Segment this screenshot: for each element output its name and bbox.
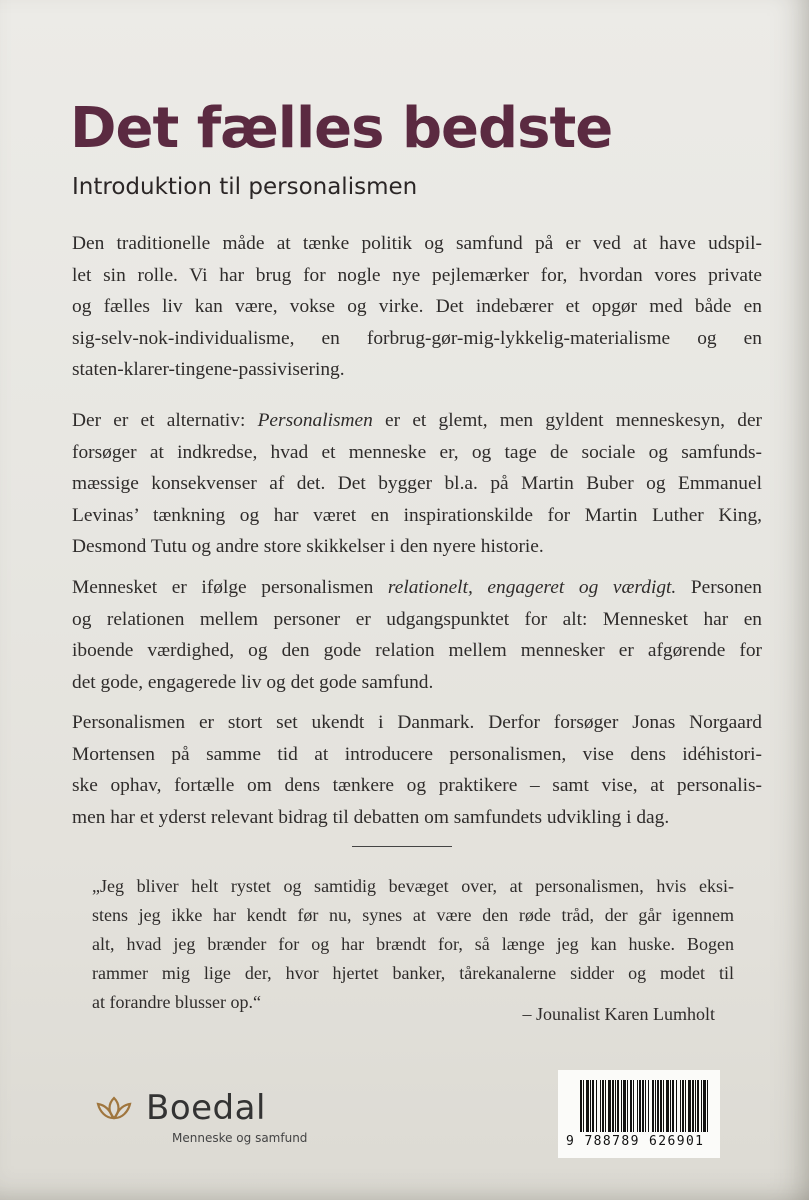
barcode-bar <box>695 1080 696 1132</box>
barcode-bar <box>697 1080 699 1132</box>
barcode-bar <box>639 1080 641 1132</box>
barcode-bar <box>703 1080 706 1132</box>
barcode-bar <box>590 1080 591 1132</box>
barcode-bar <box>648 1080 649 1132</box>
quote-line: stens jeg ikke har kendt før nu, synes at være den røde tråd, der går igennem <box>92 905 734 925</box>
barcode-bar <box>592 1080 594 1132</box>
paragraph-line: og relationen mellem personer er udgangspunktet for alt: Mennesket har en <box>72 608 762 630</box>
barcode-bar <box>586 1080 589 1132</box>
barcode-bar <box>652 1080 654 1132</box>
paragraph-line: Personalismen er stort set ukendt i Danmark. Derfor forsøger Jonas Norgaard <box>72 712 762 733</box>
divider-line <box>352 846 452 847</box>
paragraph-line: Den traditionelle måde at tænke politik og samfund på er ved at have udspil- <box>72 233 762 254</box>
barcode-bar <box>627 1080 628 1132</box>
quote-line: alt, hvad jeg brænder for og har brændt for, så længe jeg kan huske. Bogen <box>92 934 734 954</box>
isbn-number: 9 788789 626901 <box>566 1134 705 1149</box>
barcode-bar <box>660 1080 662 1132</box>
blurb-paragraph-1 <box>72 228 762 386</box>
barcode-label <box>558 1070 720 1158</box>
quote-line: „Jeg bliver helt rystet og samtidig bevæget over, at personalismen, hvis eksi- <box>92 876 734 896</box>
barcode-bar <box>612 1080 614 1132</box>
barcode-bar <box>701 1080 702 1132</box>
barcode-bar <box>657 1080 659 1132</box>
paragraph-line: men har et yderst relevant bidrag til debatten om samfundets udvikling i dag. <box>72 806 670 828</box>
isbn-barcode <box>580 1080 708 1132</box>
book-title: Det fælles bedste <box>70 96 613 161</box>
blurb-paragraph-4 <box>72 707 762 833</box>
quote-line: at forandre blusser op.“ <box>92 992 261 1012</box>
italic-emphasis: relationelt, engageret og værdigt. <box>387 577 677 598</box>
paragraph-line: Mortensen på samme tid at introducere personalismen, vise dens idéhistori- <box>72 743 762 765</box>
barcode-bar <box>692 1080 694 1132</box>
barcode-bar <box>602 1080 604 1132</box>
barcode-bar <box>637 1080 638 1132</box>
barcode-bar <box>623 1080 626 1132</box>
barcode-bar <box>672 1080 674 1132</box>
paragraph-line: forsøger at indkredse, hvad et menneske er, og tage de sociale og samfunds- <box>72 441 762 463</box>
paragraph-line: Der er et alternativ: Personalismen er et glemt, men gyldent menneskesyn, der <box>72 410 763 431</box>
paragraph-line: sig-selv-nok-individualisme, en forbrug-gør-mig-lykkelig-materialisme og en <box>72 327 762 349</box>
barcode-bar <box>642 1080 644 1132</box>
barcode-bar <box>605 1080 606 1132</box>
paragraph-line: Desmond Tutu og andre store skikkelser i den nyere historie. <box>72 536 544 558</box>
review-quote <box>92 872 734 1017</box>
barcode-bar <box>676 1080 677 1132</box>
barcode-bar <box>685 1080 686 1132</box>
barcode-bar <box>615 1080 616 1132</box>
barcode-bar <box>617 1080 619 1132</box>
barcode-bar <box>583 1080 584 1132</box>
blurb-paragraph-2 <box>72 405 762 563</box>
barcode-bar <box>655 1080 656 1132</box>
paragraph-line: let sin rolle. Vi har brug for nogle nye pejlemærker for, hvordan vores private <box>72 264 762 286</box>
barcode-bar <box>630 1080 632 1132</box>
barcode-bar <box>600 1080 601 1132</box>
barcode-bar <box>682 1080 684 1132</box>
barcode-bar <box>608 1080 611 1132</box>
publisher-name: Boedal <box>146 1088 266 1128</box>
barcode-bar <box>663 1080 664 1132</box>
lotus-icon <box>94 1094 134 1122</box>
paragraph-line: Mennesket er ifølge personalismen relationelt, engageret og værdigt. Personen <box>72 577 762 598</box>
quote-attribution: – Jounalist Karen Lumholt <box>522 1004 715 1024</box>
book-subtitle: Introduktion til personalismen <box>72 174 418 200</box>
barcode-bar <box>680 1080 681 1132</box>
barcode-bar <box>666 1080 669 1132</box>
paragraph-line: mæssige konsekvenser af det. Det bygger bl.a. på Martin Buber og Emmanuel <box>72 473 762 495</box>
italic-emphasis: Personalismen <box>257 410 373 431</box>
blurb-paragraph-3 <box>72 572 762 698</box>
paragraph-line: og fælles liv kan være, vokse og virke. Det indebærer et opgør med både en <box>72 296 762 318</box>
paragraph-line: Levinas’ tænkning og har været en inspirationskilde for Martin Luther King, <box>72 504 762 526</box>
barcode-bar <box>580 1080 582 1132</box>
barcode-bar <box>596 1080 597 1132</box>
paragraph-line: ske ophav, fortælle om dens tænkere og praktikere – samt vise, at personalis- <box>72 775 762 797</box>
paragraph-line: iboende værdighed, og den gode relation mellem mennesker er afgørende for <box>72 640 762 662</box>
barcode-bar <box>621 1080 622 1132</box>
barcode-bar <box>633 1080 634 1132</box>
quote-line: rammer mig lige der, hvor hjertet banker, tårekanalerne sidder og modet til <box>92 963 734 983</box>
barcode-bar <box>670 1080 671 1132</box>
publisher-tagline: Menneske og samfund <box>172 1131 308 1145</box>
paragraph-line: det gode, engagerede liv og det gode samfund. <box>72 671 434 693</box>
barcode-bar <box>645 1080 646 1132</box>
paragraph-line: staten-klarer-tingene-passivisering. <box>72 359 345 381</box>
barcode-bar <box>707 1080 708 1132</box>
barcode-bar <box>688 1080 691 1132</box>
